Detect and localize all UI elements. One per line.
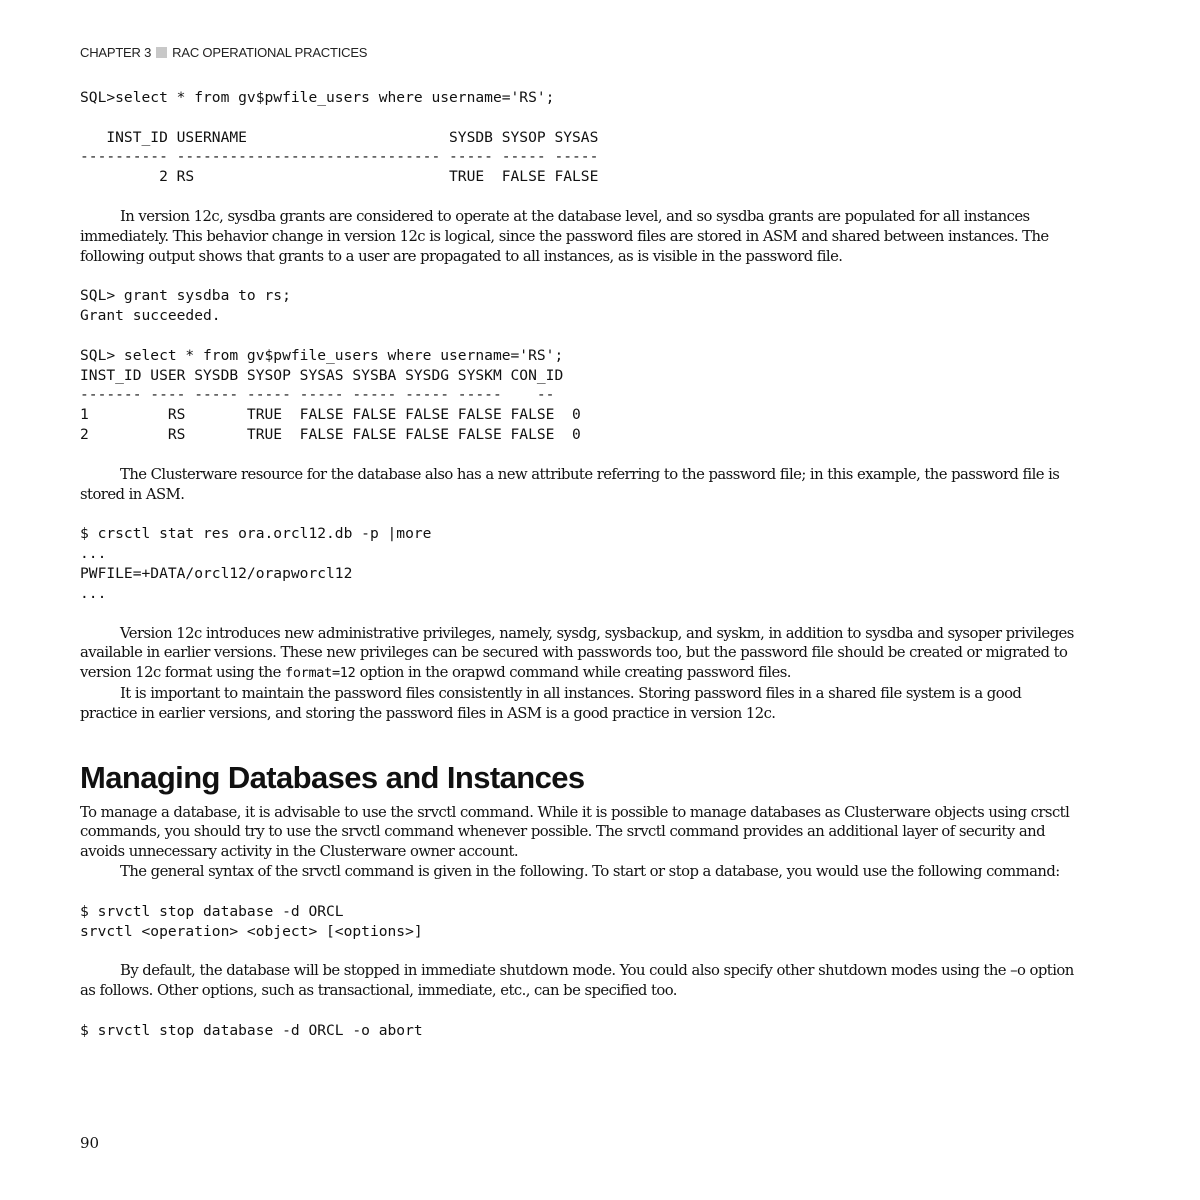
page-number: 90: [80, 1134, 100, 1152]
paragraph-sysdba-grants: In version 12c, sysdba grants are considered to operate at the database level, and so sysdba grants are populated for all instances immediately. This behavior change in version 12c is logical, since the password files are stored in ASM and shared between instances. The following output shows that grants to a user are propagated to all instances, as is visible in the password file.: [80, 207, 1049, 265]
paragraph-srvctl-intro: To manage a database, it is advisable to use the srvctl command. While it is possible to manage databases as Clusterware objects using crsctl commands, you should try to use the srvctl command whenever possible. The srvctl command provides an additional layer of security and avoids unnecessary activity in the Clusterware owner account.: [80, 803, 1070, 861]
paragraph-shutdown-modes: By default, the database will be stopped in immediate shutdown mode. You could also specify other shutdown modes using the –o option as follows. Other options, such as transactional, immediate, etc., can be specified too.: [80, 962, 1074, 1000]
chapter-label: CHAPTER 3: [80, 45, 152, 60]
paragraph-clusterware-resource: The Clusterware resource for the database also has a new attribute referring to the password file; in this example, the password file is stored in ASM.: [80, 465, 1060, 503]
running-header: [80, 44, 1080, 62]
code-block-crsctl: $ crsctl stat res ora.orcl12.db -p |more ... PWFILE=+DATA/orcl12/orapworcl12 ...: [80, 525, 432, 602]
chapter-title: RAC OPERATIONAL PRACTICES: [172, 45, 368, 60]
paragraph-new-privileges-text-start: Version 12c introduces new administrative privileges, namely, sysdg, sysbackup, and syskm, in addition to sysdba and sysoper privileges available in earlier versions. These new privileges can be secured with passwords too, but the password file should be created or migrated to version 12c format using the: [80, 624, 1074, 682]
paragraph-maintain-password-files: It is important to maintain the password files consistently in all instances. Storing password files in a shared file system is a good practice in earlier versions, and storing the password files in ASM is a good practice in version 12c.: [80, 684, 1022, 722]
inline-code-format: format=12: [285, 665, 356, 682]
header-separator-square: [156, 47, 167, 58]
code-block-srvctl-stop: $ srvctl stop database -d ORCL srvctl <operation> <object> [<options>]: [80, 902, 423, 940]
page-content: [80, 44, 1080, 1041]
section-heading: Managing Databases and Instances: [80, 759, 585, 795]
paragraph-new-privileges-text-end: option in the orapwd command while creating password files.: [355, 664, 791, 682]
paragraph-new-privileges: [80, 624, 1080, 684]
paragraph-srvctl-syntax: The general syntax of the srvctl command is given in the following. To start or stop a database, you would use the following command:: [120, 862, 1060, 880]
code-block-grant-sysdba: SQL> grant sysdba to rs; Grant succeeded. SQL> select * from gv$pwfile_users where username='RS'; INST_ID USER SYSDB SYSOP SYSAS SYSBA SYSDG SYSKM CON_ID ------- ---- ----- ----- ----- ----- ----- ----- -- 1 RS TRUE FALSE FALSE FALSE FALSE FALSE 0 2 RS TRUE FALSE FALSE FALSE FALSE FALSE 0: [80, 287, 581, 443]
code-block-srvctl-abort: $ srvctl stop database -d ORCL -o abort: [80, 1021, 423, 1039]
code-block-pwfile-query: SQL>select * from gv$pwfile_users where username='RS'; INST_ID USERNAME SYSDB SYSOP SYSAS ---------- ------------------------------ ----- ----- ----- 2 RS TRUE FALSE FALSE: [80, 89, 599, 186]
